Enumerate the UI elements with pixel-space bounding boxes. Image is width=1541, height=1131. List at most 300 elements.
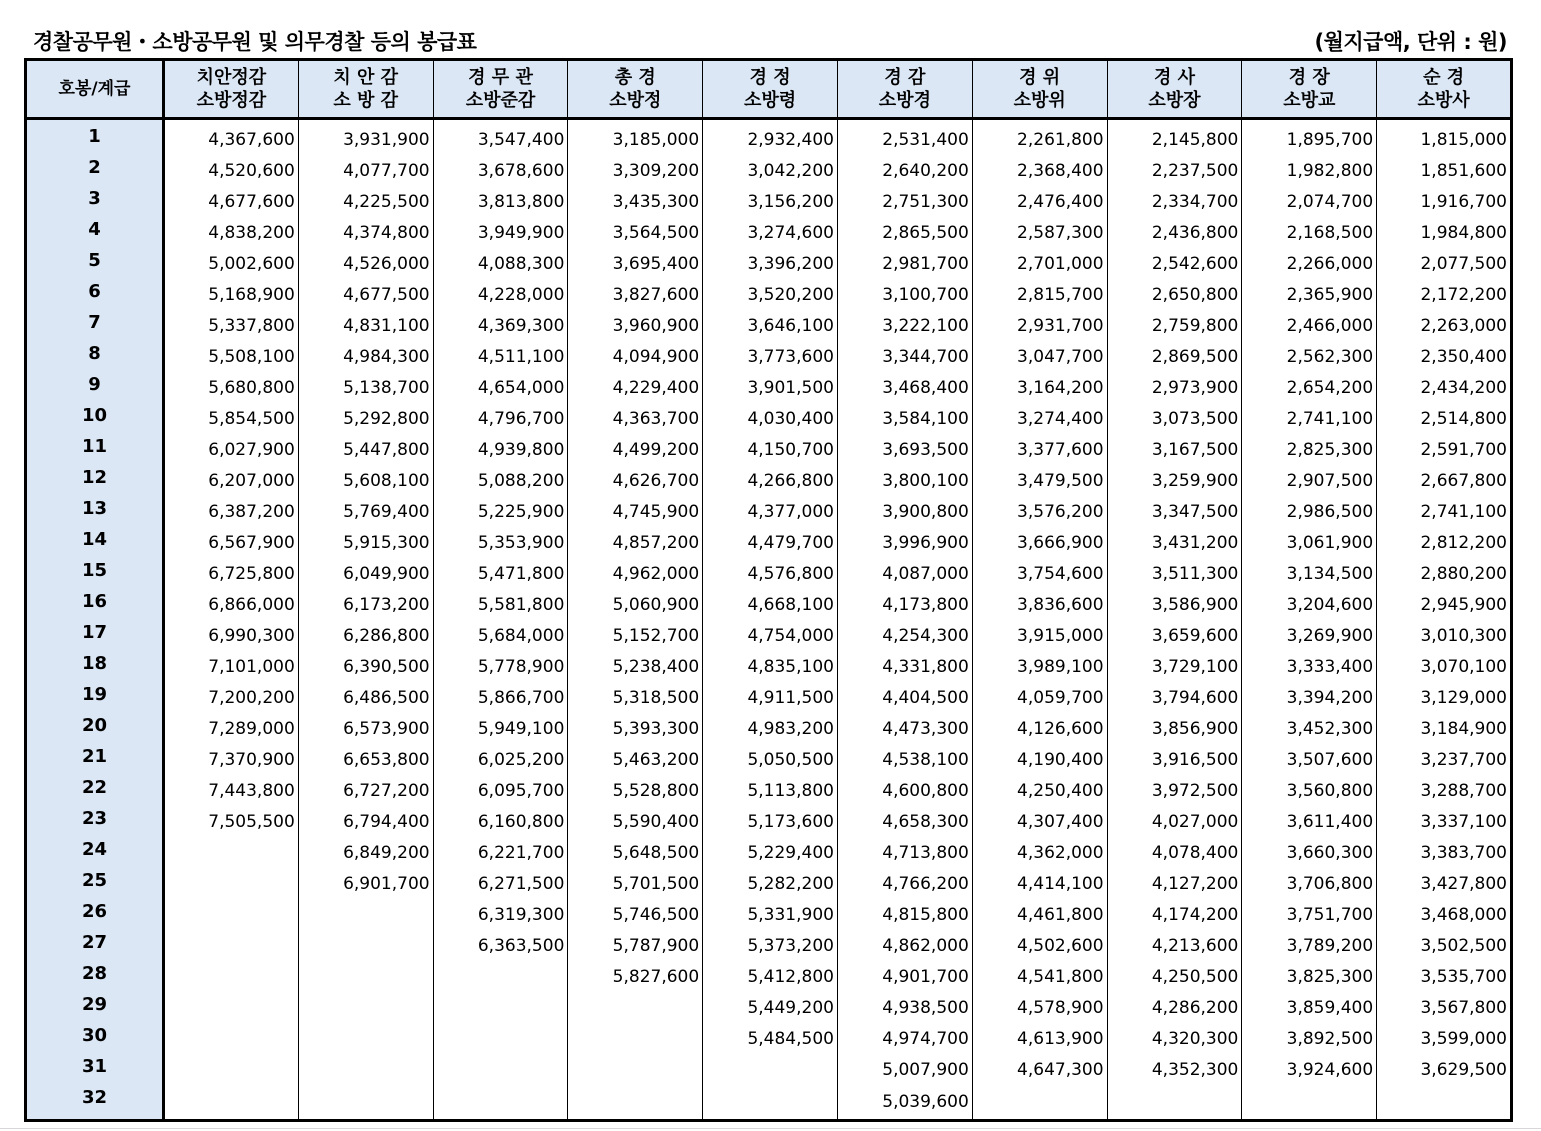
salary-cell: 3,567,800 — [1377, 992, 1512, 1023]
salary-cell: 4,225,500 — [298, 186, 433, 217]
salary-cell: 5,039,600 — [837, 1085, 972, 1121]
salary-cell: 3,754,600 — [972, 558, 1107, 589]
salary-cell: 2,865,500 — [837, 217, 972, 248]
salary-cell: 2,237,500 — [1107, 155, 1242, 186]
salary-cell: 2,587,300 — [972, 217, 1107, 248]
table-row — [26, 775, 1512, 806]
step-cell: 1 — [26, 119, 164, 156]
salary-cell — [164, 961, 299, 992]
salary-cell: 4,320,300 — [1107, 1023, 1242, 1054]
step-cell: 9 — [26, 372, 164, 403]
salary-cell: 2,350,400 — [1377, 341, 1512, 372]
salary-cell: 2,945,900 — [1377, 589, 1512, 620]
step-cell: 31 — [26, 1054, 164, 1085]
step-cell: 22 — [26, 775, 164, 806]
salary-cell: 3,184,900 — [1377, 713, 1512, 744]
salary-cell: 7,289,000 — [164, 713, 299, 744]
salary-cell: 3,693,500 — [837, 434, 972, 465]
step-cell: 8 — [26, 341, 164, 372]
salary-cell: 4,331,800 — [837, 651, 972, 682]
salary-cell: 3,185,000 — [568, 119, 703, 156]
salary-cell: 4,250,400 — [972, 775, 1107, 806]
salary-cell: 6,486,500 — [298, 682, 433, 713]
table-row — [26, 992, 1512, 1023]
salary-cell: 3,794,600 — [1107, 682, 1242, 713]
police-rank-label: 치 안 감 — [333, 67, 399, 88]
table-row — [26, 217, 1512, 248]
salary-cell: 3,156,200 — [703, 186, 838, 217]
salary-cell — [164, 837, 299, 868]
salary-cell: 4,658,300 — [837, 806, 972, 837]
salary-cell: 4,126,600 — [972, 713, 1107, 744]
salary-cell: 3,564,500 — [568, 217, 703, 248]
table-row — [26, 248, 1512, 279]
salary-cell: 5,050,500 — [703, 744, 838, 775]
salary-cell — [298, 1085, 433, 1121]
rank-header — [1377, 60, 1512, 119]
salary-cell: 4,938,500 — [837, 992, 972, 1023]
police-rank-label: 총 경 — [614, 67, 656, 88]
salary-cell: 4,796,700 — [433, 403, 568, 434]
salary-cell: 6,387,200 — [164, 496, 299, 527]
salary-cell: 4,473,300 — [837, 713, 972, 744]
salary-cell: 2,434,200 — [1377, 372, 1512, 403]
salary-cell: 5,447,800 — [298, 434, 433, 465]
salary-cell: 3,344,700 — [837, 341, 972, 372]
salary-cell: 3,892,500 — [1242, 1023, 1377, 1054]
salary-cell: 4,939,800 — [433, 434, 568, 465]
salary-cell: 4,414,100 — [972, 868, 1107, 899]
table-row — [26, 403, 1512, 434]
rank-header — [433, 60, 568, 119]
salary-cell: 3,960,900 — [568, 310, 703, 341]
salary-cell: 3,452,300 — [1242, 713, 1377, 744]
salary-cell — [1377, 1085, 1512, 1121]
page-title: 경찰공무원・소방공무원 및 의무경찰 등의 봉급표 — [33, 30, 477, 54]
salary-cell: 2,880,200 — [1377, 558, 1512, 589]
salary-cell: 2,368,400 — [972, 155, 1107, 186]
salary-cell: 4,286,200 — [1107, 992, 1242, 1023]
salary-cell: 5,282,200 — [703, 868, 838, 899]
table-row — [26, 155, 1512, 186]
table-row — [26, 465, 1512, 496]
salary-cell: 2,531,400 — [837, 119, 972, 156]
step-cell: 16 — [26, 589, 164, 620]
fire-rank-label: 소방사 — [1417, 90, 1470, 111]
salary-cell: 2,759,800 — [1107, 310, 1242, 341]
step-cell: 25 — [26, 868, 164, 899]
salary-cell: 2,825,300 — [1242, 434, 1377, 465]
salary-cell: 5,353,900 — [433, 527, 568, 558]
salary-cell: 3,646,100 — [703, 310, 838, 341]
salary-cell: 4,352,300 — [1107, 1054, 1242, 1085]
salary-cell: 3,695,400 — [568, 248, 703, 279]
salary-cell: 2,981,700 — [837, 248, 972, 279]
salary-cell: 3,431,200 — [1107, 527, 1242, 558]
fire-rank-label: 소방위 — [1013, 90, 1066, 111]
salary-cell: 4,174,200 — [1107, 899, 1242, 930]
fire-rank-label: 소방정 — [609, 90, 662, 111]
salary-cell: 4,150,700 — [703, 434, 838, 465]
salary-cell: 6,221,700 — [433, 837, 568, 868]
salary-cell: 2,812,200 — [1377, 527, 1512, 558]
step-cell: 7 — [26, 310, 164, 341]
salary-cell: 4,983,200 — [703, 713, 838, 744]
salary-cell — [298, 930, 433, 961]
salary-cell: 3,269,900 — [1242, 620, 1377, 651]
salary-cell — [703, 1085, 838, 1121]
salary-cell: 5,229,400 — [703, 837, 838, 868]
salary-cell: 1,815,000 — [1377, 119, 1512, 156]
salary-cell: 4,713,800 — [837, 837, 972, 868]
salary-cell — [568, 1085, 703, 1121]
table-body — [26, 119, 1512, 1121]
rank-header — [298, 60, 433, 119]
salary-cell: 2,907,500 — [1242, 465, 1377, 496]
salary-cell: 4,677,600 — [164, 186, 299, 217]
salary-cell: 5,528,800 — [568, 775, 703, 806]
salary-cell: 3,773,600 — [703, 341, 838, 372]
salary-cell: 2,869,500 — [1107, 341, 1242, 372]
police-rank-label: 치안정감 — [196, 67, 267, 88]
table-row — [26, 496, 1512, 527]
salary-cell: 2,751,300 — [837, 186, 972, 217]
salary-cell: 2,931,700 — [972, 310, 1107, 341]
salary-cell: 4,578,900 — [972, 992, 1107, 1023]
table-row — [26, 713, 1512, 744]
salary-cell: 3,659,600 — [1107, 620, 1242, 651]
salary-cell: 5,337,800 — [164, 310, 299, 341]
salary-cell: 4,499,200 — [568, 434, 703, 465]
salary-cell: 3,347,500 — [1107, 496, 1242, 527]
salary-cell: 5,449,200 — [703, 992, 838, 1023]
salary-cell: 2,334,700 — [1107, 186, 1242, 217]
table-row — [26, 744, 1512, 775]
salary-table — [24, 58, 1513, 1122]
salary-cell: 3,576,200 — [972, 496, 1107, 527]
salary-cell: 1,916,700 — [1377, 186, 1512, 217]
salary-cell: 3,916,500 — [1107, 744, 1242, 775]
salary-cell: 1,984,800 — [1377, 217, 1512, 248]
salary-cell: 3,660,300 — [1242, 837, 1377, 868]
salary-cell: 5,484,500 — [703, 1023, 838, 1054]
salary-cell: 6,049,900 — [298, 558, 433, 589]
table-row — [26, 372, 1512, 403]
salary-cell: 4,911,500 — [703, 682, 838, 713]
salary-cell: 3,931,900 — [298, 119, 433, 156]
salary-cell: 5,225,900 — [433, 496, 568, 527]
header-row — [26, 60, 1512, 119]
salary-cell: 3,751,700 — [1242, 899, 1377, 930]
salary-cell: 6,271,500 — [433, 868, 568, 899]
salary-cell: 5,680,800 — [164, 372, 299, 403]
salary-cell: 4,754,000 — [703, 620, 838, 651]
salary-cell: 5,113,800 — [703, 775, 838, 806]
salary-cell: 4,078,400 — [1107, 837, 1242, 868]
salary-cell: 3,100,700 — [837, 279, 972, 310]
salary-cell: 2,815,700 — [972, 279, 1107, 310]
step-cell: 18 — [26, 651, 164, 682]
salary-cell: 3,900,800 — [837, 496, 972, 527]
salary-cell: 6,567,900 — [164, 527, 299, 558]
salary-cell: 3,468,400 — [837, 372, 972, 403]
salary-cell: 3,129,000 — [1377, 682, 1512, 713]
salary-cell: 4,369,300 — [433, 310, 568, 341]
salary-cell: 3,394,200 — [1242, 682, 1377, 713]
salary-cell: 5,060,900 — [568, 589, 703, 620]
salary-cell: 3,584,100 — [837, 403, 972, 434]
salary-cell: 4,526,000 — [298, 248, 433, 279]
salary-cell: 4,835,100 — [703, 651, 838, 682]
table-row — [26, 1054, 1512, 1085]
salary-cell: 3,507,600 — [1242, 744, 1377, 775]
salary-cell: 4,027,000 — [1107, 806, 1242, 837]
salary-cell: 4,838,200 — [164, 217, 299, 248]
salary-cell — [972, 1085, 1107, 1121]
salary-cell: 3,800,100 — [837, 465, 972, 496]
salary-cell: 2,591,700 — [1377, 434, 1512, 465]
salary-cell: 4,088,300 — [433, 248, 568, 279]
salary-cell: 2,654,200 — [1242, 372, 1377, 403]
salary-cell: 5,827,600 — [568, 961, 703, 992]
salary-cell: 3,924,600 — [1242, 1054, 1377, 1085]
salary-cell: 6,901,700 — [298, 868, 433, 899]
salary-cell — [568, 992, 703, 1023]
salary-cell: 2,261,800 — [972, 119, 1107, 156]
table-row — [26, 961, 1512, 992]
salary-cell: 6,866,000 — [164, 589, 299, 620]
table-row — [26, 186, 1512, 217]
salary-cell: 6,990,300 — [164, 620, 299, 651]
step-cell: 11 — [26, 434, 164, 465]
salary-cell: 3,288,700 — [1377, 775, 1512, 806]
step-cell: 28 — [26, 961, 164, 992]
salary-cell: 2,266,000 — [1242, 248, 1377, 279]
salary-cell: 6,849,200 — [298, 837, 433, 868]
salary-cell: 4,094,900 — [568, 341, 703, 372]
table-row — [26, 589, 1512, 620]
step-cell: 12 — [26, 465, 164, 496]
step-cell: 21 — [26, 744, 164, 775]
salary-cell: 2,701,000 — [972, 248, 1107, 279]
salary-cell: 4,974,700 — [837, 1023, 972, 1054]
salary-cell: 3,859,400 — [1242, 992, 1377, 1023]
corner-header: 호봉/계급 — [26, 60, 164, 119]
salary-cell: 3,222,100 — [837, 310, 972, 341]
salary-cell: 7,443,800 — [164, 775, 299, 806]
fire-rank-label: 소방경 — [878, 90, 931, 111]
salary-cell: 3,989,100 — [972, 651, 1107, 682]
table-row — [26, 868, 1512, 899]
salary-cell: 4,576,800 — [703, 558, 838, 589]
table-row — [26, 682, 1512, 713]
salary-cell: 3,337,100 — [1377, 806, 1512, 837]
salary-cell: 4,307,400 — [972, 806, 1107, 837]
rank-header — [1242, 60, 1377, 119]
salary-cell: 4,173,800 — [837, 589, 972, 620]
salary-cell — [433, 961, 568, 992]
salary-cell: 3,204,600 — [1242, 589, 1377, 620]
salary-cell: 6,727,200 — [298, 775, 433, 806]
salary-cell — [164, 868, 299, 899]
salary-cell: 6,095,700 — [433, 775, 568, 806]
salary-cell — [298, 899, 433, 930]
salary-cell: 4,647,300 — [972, 1054, 1107, 1085]
step-cell: 26 — [26, 899, 164, 930]
salary-cell: 2,466,000 — [1242, 310, 1377, 341]
police-rank-label: 경 사 — [1153, 67, 1195, 88]
salary-cell: 4,254,300 — [837, 620, 972, 651]
table-row — [26, 899, 1512, 930]
salary-cell: 1,851,600 — [1377, 155, 1512, 186]
salary-cell: 3,836,600 — [972, 589, 1107, 620]
salary-cell: 3,599,000 — [1377, 1023, 1512, 1054]
salary-cell: 2,640,200 — [837, 155, 972, 186]
salary-cell: 5,168,900 — [164, 279, 299, 310]
salary-cell: 5,508,100 — [164, 341, 299, 372]
salary-cell: 6,725,800 — [164, 558, 299, 589]
salary-cell: 4,377,000 — [703, 496, 838, 527]
salary-cell: 3,061,900 — [1242, 527, 1377, 558]
salary-cell: 3,164,200 — [972, 372, 1107, 403]
salary-cell — [1242, 1085, 1377, 1121]
salary-cell: 6,025,200 — [433, 744, 568, 775]
fire-rank-label: 소방정감 — [196, 90, 267, 111]
salary-cell: 4,654,000 — [433, 372, 568, 403]
salary-cell: 5,915,300 — [298, 527, 433, 558]
salary-cell: 3,511,300 — [1107, 558, 1242, 589]
step-cell: 5 — [26, 248, 164, 279]
salary-cell: 3,813,800 — [433, 186, 568, 217]
salary-cell: 3,333,400 — [1242, 651, 1377, 682]
table-row — [26, 930, 1512, 961]
step-cell: 14 — [26, 527, 164, 558]
salary-cell: 2,077,500 — [1377, 248, 1512, 279]
salary-cell: 4,087,000 — [837, 558, 972, 589]
step-cell: 23 — [26, 806, 164, 837]
salary-cell — [164, 992, 299, 1023]
salary-cell — [433, 1023, 568, 1054]
salary-cell: 2,074,700 — [1242, 186, 1377, 217]
salary-cell: 6,653,800 — [298, 744, 433, 775]
salary-cell: 3,560,800 — [1242, 775, 1377, 806]
salary-cell: 2,514,800 — [1377, 403, 1512, 434]
table-row — [26, 651, 1512, 682]
salary-cell: 3,547,400 — [433, 119, 568, 156]
salary-cell: 3,047,700 — [972, 341, 1107, 372]
salary-cell: 5,581,800 — [433, 589, 568, 620]
salary-cell: 2,365,900 — [1242, 279, 1377, 310]
table-row — [26, 1085, 1512, 1121]
salary-cell: 4,077,700 — [298, 155, 433, 186]
salary-cell: 4,479,700 — [703, 527, 838, 558]
salary-cell: 4,745,900 — [568, 496, 703, 527]
salary-cell: 6,363,500 — [433, 930, 568, 961]
table-row — [26, 310, 1512, 341]
salary-cell: 5,769,400 — [298, 496, 433, 527]
salary-cell: 7,101,000 — [164, 651, 299, 682]
table-row — [26, 279, 1512, 310]
salary-cell: 4,229,400 — [568, 372, 703, 403]
table-row — [26, 341, 1512, 372]
salary-cell: 4,613,900 — [972, 1023, 1107, 1054]
salary-cell: 3,901,500 — [703, 372, 838, 403]
salary-cell: 2,562,300 — [1242, 341, 1377, 372]
salary-cell: 6,173,200 — [298, 589, 433, 620]
salary-cell — [164, 1085, 299, 1121]
salary-cell: 3,259,900 — [1107, 465, 1242, 496]
salary-cell: 6,160,800 — [433, 806, 568, 837]
salary-cell: 5,684,000 — [433, 620, 568, 651]
step-cell: 32 — [26, 1085, 164, 1121]
salary-cell — [164, 1023, 299, 1054]
salary-cell: 6,319,300 — [433, 899, 568, 930]
salary-cell: 4,541,800 — [972, 961, 1107, 992]
salary-cell: 4,538,100 — [837, 744, 972, 775]
salary-cell: 3,972,500 — [1107, 775, 1242, 806]
salary-cell: 3,427,800 — [1377, 868, 1512, 899]
step-cell: 17 — [26, 620, 164, 651]
salary-cell: 5,007,900 — [837, 1054, 972, 1085]
salary-cell: 6,573,900 — [298, 713, 433, 744]
salary-cell: 3,377,600 — [972, 434, 1107, 465]
salary-cell — [298, 1023, 433, 1054]
salary-cell: 4,367,600 — [164, 119, 299, 156]
salary-cell — [164, 930, 299, 961]
salary-cell: 2,650,800 — [1107, 279, 1242, 310]
fire-rank-label: 소 방 감 — [333, 90, 399, 111]
fire-rank-label: 소방령 — [744, 90, 797, 111]
rank-header — [164, 60, 299, 119]
salary-cell: 4,520,600 — [164, 155, 299, 186]
salary-cell: 5,949,100 — [433, 713, 568, 744]
salary-cell: 5,331,900 — [703, 899, 838, 930]
salary-cell: 3,274,400 — [972, 403, 1107, 434]
salary-cell: 7,505,500 — [164, 806, 299, 837]
salary-cell: 5,152,700 — [568, 620, 703, 651]
salary-cell: 6,286,800 — [298, 620, 433, 651]
table-row — [26, 806, 1512, 837]
salary-cell: 2,741,100 — [1242, 403, 1377, 434]
step-cell: 13 — [26, 496, 164, 527]
salary-cell: 2,145,800 — [1107, 119, 1242, 156]
salary-cell: 2,436,800 — [1107, 217, 1242, 248]
salary-cell: 4,266,800 — [703, 465, 838, 496]
salary-cell: 5,787,900 — [568, 930, 703, 961]
step-cell: 19 — [26, 682, 164, 713]
rank-header — [837, 60, 972, 119]
step-cell: 2 — [26, 155, 164, 186]
salary-cell: 5,002,600 — [164, 248, 299, 279]
salary-cell: 4,059,700 — [972, 682, 1107, 713]
table-row — [26, 558, 1512, 589]
rank-header — [972, 60, 1107, 119]
salary-cell — [568, 1023, 703, 1054]
salary-cell: 2,667,800 — [1377, 465, 1512, 496]
salary-cell: 4,600,800 — [837, 775, 972, 806]
table-row — [26, 837, 1512, 868]
salary-cell: 4,984,300 — [298, 341, 433, 372]
salary-cell: 4,213,600 — [1107, 930, 1242, 961]
salary-cell: 5,746,500 — [568, 899, 703, 930]
step-cell: 20 — [26, 713, 164, 744]
fire-rank-label: 소방장 — [1148, 90, 1201, 111]
salary-cell: 3,237,700 — [1377, 744, 1512, 775]
step-cell: 10 — [26, 403, 164, 434]
salary-cell: 1,895,700 — [1242, 119, 1377, 156]
salary-cell: 3,856,900 — [1107, 713, 1242, 744]
salary-cell: 4,626,700 — [568, 465, 703, 496]
